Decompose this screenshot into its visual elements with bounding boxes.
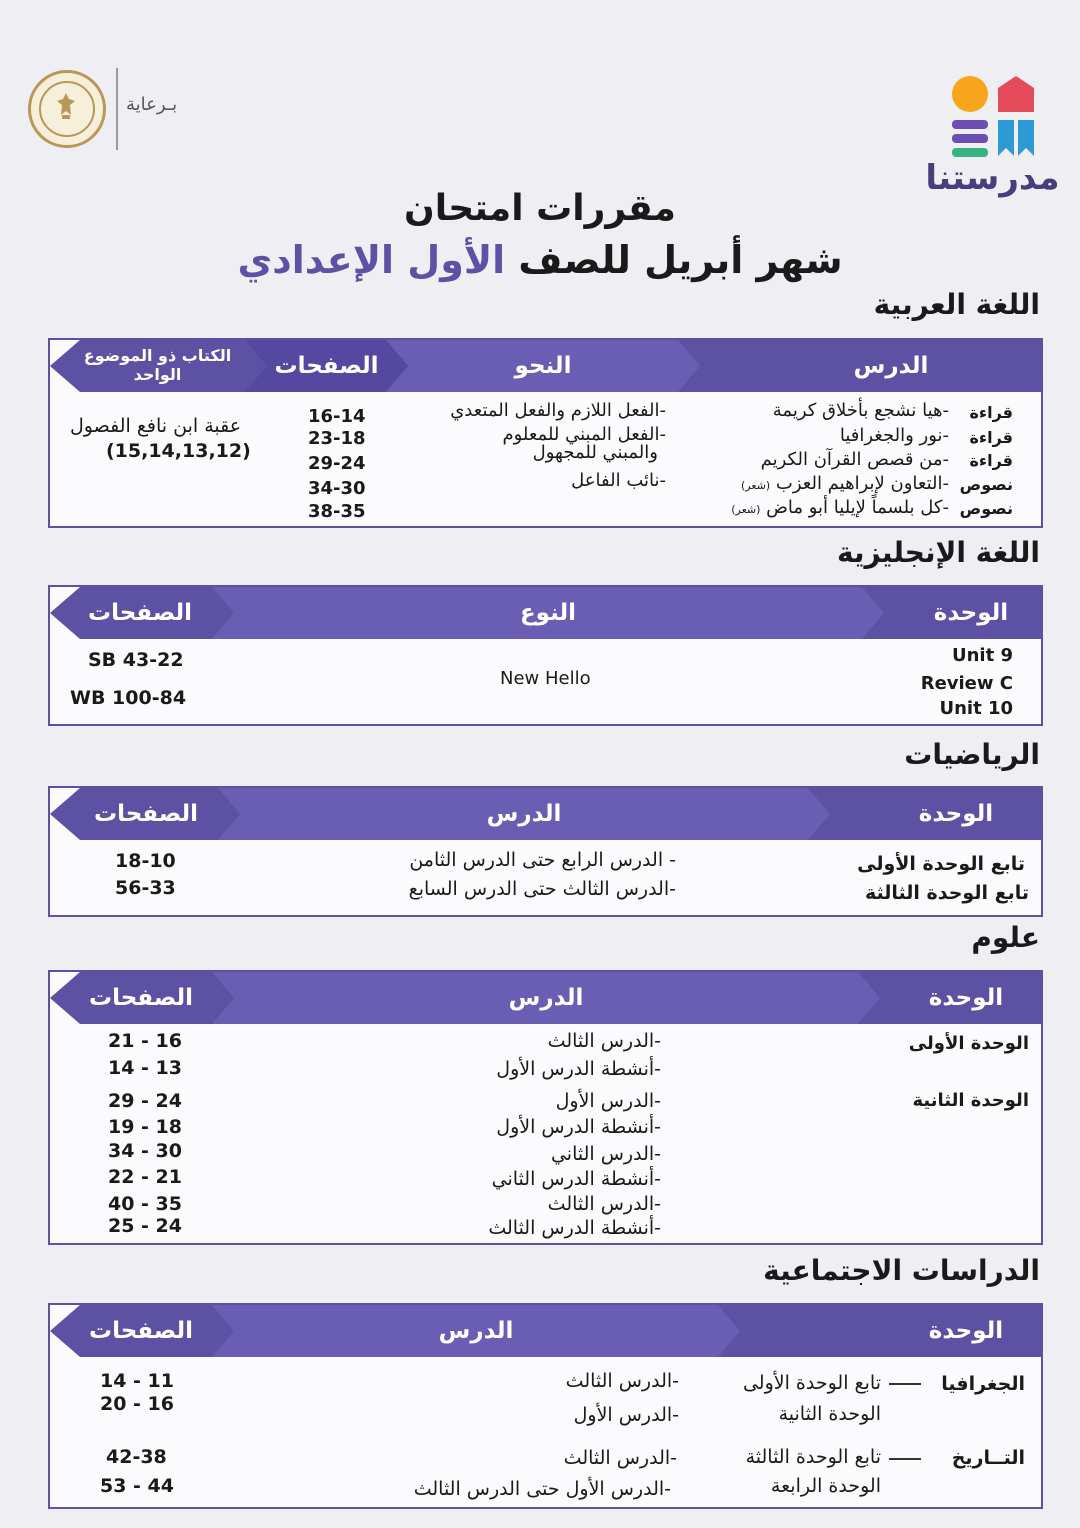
connector-line — [889, 1383, 921, 1385]
subject-label: التــاريخ — [951, 1447, 1025, 1469]
unit-item: تابع الوحدة الأولى — [857, 853, 1025, 875]
lesson-item: -أنشطة الدرس الأول — [496, 1116, 661, 1138]
page-range: 53 - 44 — [100, 1475, 174, 1497]
page-range: 40 - 35 — [108, 1193, 182, 1215]
col-pages: الصفحات — [88, 985, 194, 1011]
col-pages: الصفحات — [274, 353, 379, 379]
ministry-seal-icon — [28, 70, 106, 148]
table-science — [48, 970, 1043, 1245]
subject-label: الجغرافيا — [941, 1373, 1025, 1395]
page-range: 22 - 21 — [108, 1166, 182, 1188]
section-title-science: علوم — [971, 921, 1040, 954]
list-item: -نور والجغرافيا — [839, 425, 949, 446]
madrasatna-logo-icon — [950, 74, 1040, 160]
list-item: -نائب الفاعل — [571, 470, 666, 491]
lesson-item: -الدرس الأول — [573, 1404, 679, 1426]
list-item: -هيا نشجع بأخلاق كريمة — [772, 400, 949, 421]
page-range: 18-10 — [115, 850, 176, 872]
page-range: SB 43-22 — [88, 649, 184, 671]
lesson-item: -الدرس الأول — [555, 1090, 661, 1112]
lesson-item: -الدرس الثالث حتى الدرس السابع — [408, 878, 676, 900]
page-subtitle — [0, 238, 1080, 282]
page-range: WB 100-84 — [70, 687, 187, 709]
col-pages: الصفحات — [93, 801, 199, 827]
lesson-item: - الدرس الرابع حتى الدرس الثامن — [409, 849, 676, 871]
table-header — [50, 788, 1041, 840]
col-lesson: الدرس — [508, 985, 584, 1011]
book-type: New Hello — [500, 668, 591, 689]
list-item: قراءة — [969, 403, 1013, 422]
col-unit: الوحدة — [918, 801, 994, 827]
page-range: 14 - 11 — [100, 1370, 174, 1392]
table-header — [50, 972, 1041, 1024]
subtitle-part1: شهر أبريل للصف — [518, 238, 843, 282]
list-item: -كل بلسماً لإيليا أبو ماض (شعر) — [731, 497, 949, 518]
table-header — [50, 340, 1041, 392]
lesson-item: -الدرس الأول حتى الدرس الثالث — [413, 1478, 671, 1500]
book-title: عقبة ابن نافع الفصول — [70, 415, 242, 437]
unit-item: Unit 10 — [939, 698, 1013, 719]
unit-item: تابع الوحدة الثالثة — [745, 1446, 881, 1468]
table-english — [48, 585, 1043, 726]
table-social — [48, 1303, 1043, 1509]
book-chapters: (15,14,13,12) — [106, 440, 251, 462]
unit-item: Unit 9 — [952, 645, 1013, 666]
col-unit: الوحدة — [928, 1318, 1004, 1344]
list-item: -من قصص القرآن الكريم — [760, 449, 949, 470]
col-grammar: النحو — [514, 353, 572, 379]
page-range: 29-24 — [308, 453, 366, 474]
lesson-item: -الدرس الثاني — [550, 1143, 661, 1165]
list-item: قراءة — [969, 428, 1013, 447]
page-range: 42-38 — [106, 1446, 167, 1468]
table-arabic — [48, 338, 1043, 528]
unit-item: الوحدة الثانية — [912, 1090, 1029, 1111]
page-range: 16-14 — [308, 406, 366, 427]
page-range: 38-35 — [308, 501, 366, 522]
col-type: النوع — [519, 600, 577, 626]
table-math — [48, 786, 1043, 917]
col-unit: الوحدة — [933, 600, 1009, 626]
lesson-item: -أنشطة الدرس الثالث — [488, 1217, 661, 1239]
page-title: مقررات امتحان — [404, 188, 676, 229]
col-pages: الصفحات — [87, 600, 193, 626]
col-book: الكتاب ذو الموضوع الواحد — [83, 346, 232, 384]
lesson-item: -أنشطة الدرس الثاني — [491, 1168, 661, 1190]
unit-item: الوحدة الأولى — [908, 1033, 1029, 1054]
list-item: -التعاون لإبراهيم العزب (شعر) — [740, 473, 949, 494]
col-lesson: الدرس — [438, 1318, 514, 1344]
section-title-social: الدراسات الاجتماعية — [763, 1254, 1040, 1287]
page-range: 21 - 16 — [108, 1030, 182, 1052]
list-item: نصوص — [959, 499, 1013, 518]
lesson-item: -الدرس الثالث — [547, 1030, 661, 1052]
list-item: والمبني للمجهول — [532, 442, 658, 463]
unit-item: الوحدة الثانية — [778, 1403, 881, 1425]
page-range: 25 - 24 — [108, 1215, 182, 1237]
connector-line — [889, 1458, 921, 1460]
page-range: 19 - 18 — [108, 1116, 182, 1138]
section-title-english: اللغة الإنجليزية — [837, 536, 1040, 569]
page-range: 14 - 13 — [108, 1057, 182, 1079]
section-title-arabic: اللغة العربية — [873, 288, 1040, 321]
table-header — [50, 1305, 1041, 1357]
list-item: -الفعل اللازم والفعل المتعدي — [450, 400, 666, 421]
page-range: 23-18 — [308, 428, 366, 449]
table-header — [50, 587, 1041, 639]
page-range: 56-33 — [115, 877, 176, 899]
divider — [116, 68, 118, 150]
brand-name: مدرستنا — [925, 158, 1060, 198]
lesson-item: -أنشطة الدرس الأول — [496, 1058, 661, 1080]
page-range: 20 - 16 — [100, 1393, 174, 1415]
col-pages: الصفحات — [88, 1318, 194, 1344]
lesson-item: -الدرس الثالث — [547, 1193, 661, 1215]
unit-item: Review C — [920, 673, 1013, 694]
list-item: قراءة — [969, 451, 1013, 470]
page-range: 34 - 30 — [108, 1140, 182, 1162]
page-range: 29 - 24 — [108, 1090, 182, 1112]
list-item: نصوص — [959, 475, 1013, 494]
col-lesson: الدرس — [486, 801, 562, 827]
col-lesson: الدرس — [853, 353, 929, 379]
unit-item: الوحدة الرابعة — [770, 1475, 881, 1497]
list-item: -الفعل المبني للمعلوم — [502, 424, 666, 445]
unit-item: تابع الوحدة الأولى — [742, 1372, 881, 1394]
lesson-item: -الدرس الثالث — [565, 1370, 679, 1392]
subtitle-highlight: الأول الإعدادي — [237, 238, 506, 282]
section-title-math: الرياضيات — [904, 738, 1040, 771]
unit-item: تابع الوحدة الثالثة — [864, 882, 1029, 904]
sponsor-label: بـرعاية — [126, 94, 178, 115]
lesson-item: -الدرس الثالث — [563, 1447, 677, 1469]
page-range: 34-30 — [308, 478, 366, 499]
col-unit: الوحدة — [928, 985, 1004, 1011]
